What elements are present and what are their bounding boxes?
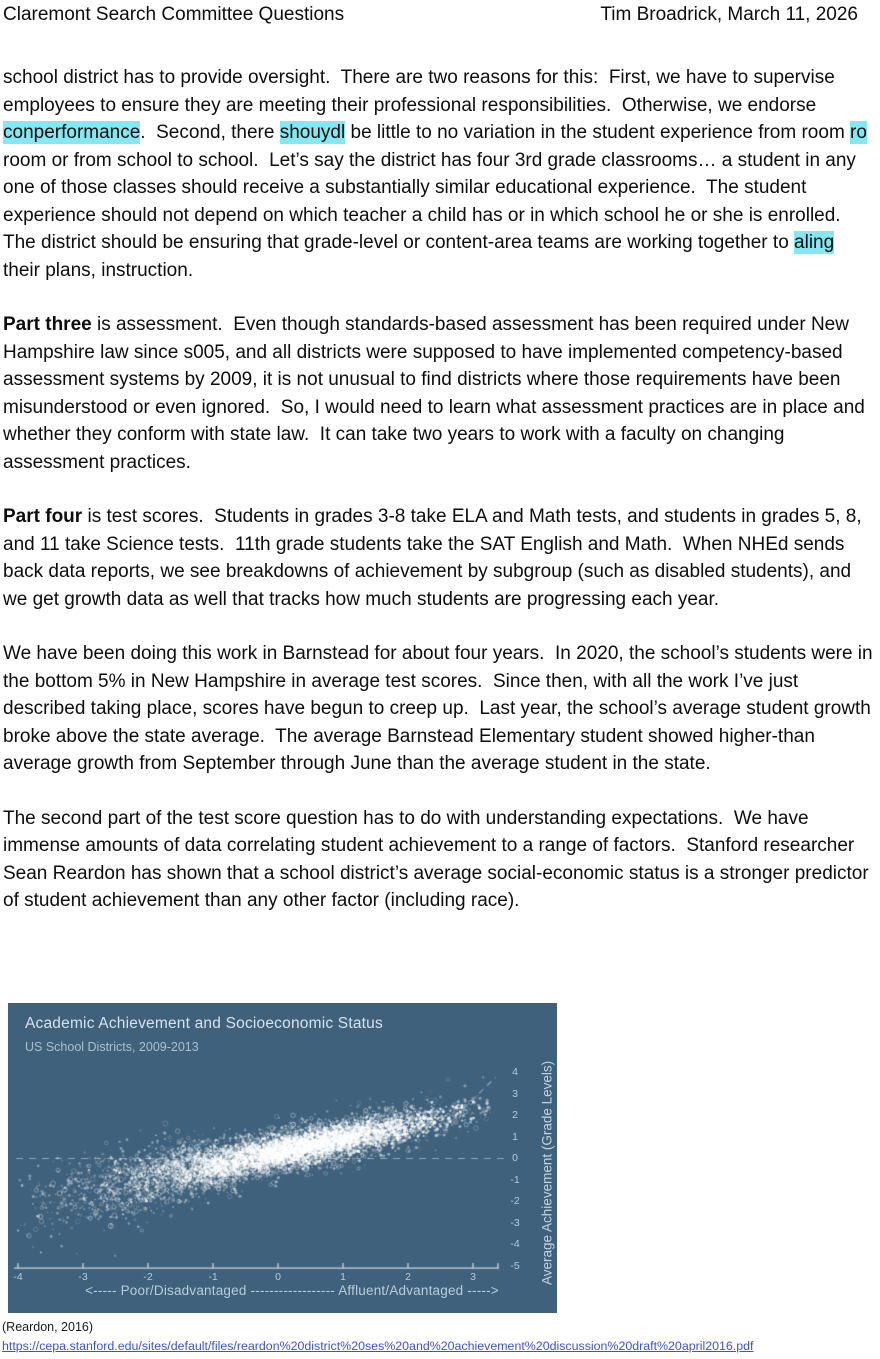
y-tick-label: 4 bbox=[512, 1066, 518, 1078]
source-link[interactable]: https://cepa.stanford.edu/sites/default/files/reardon%20district%20ses%20and%20achievement%20discussion%20draft%20april2016.pdf bbox=[2, 1339, 754, 1353]
x-tick-label: 1 bbox=[340, 1271, 346, 1283]
y-tick-label: -4 bbox=[510, 1238, 520, 1250]
x-tick-label: -2 bbox=[143, 1271, 153, 1283]
highlighted-text: aling bbox=[794, 232, 835, 253]
highlighted-text: conperformance bbox=[3, 122, 141, 143]
y-tick-label: 0 bbox=[512, 1152, 518, 1164]
x-axis-caption: <----- Poor/Disadvantaged ------------------ Affluent/Advantaged -----> bbox=[85, 1283, 499, 1298]
paragraph: We have been doing this work in Barnstead for about four years. In 2020, the school’s students were in the bottom 5% in New Hampshire in average test scores. Since then, with all the work I’ve just described taking place, scores have begun to creep up. Last year, the school’s average student growth broke above the state average. The average Barnstead Elementary student showed higher-than average growth from September through June than the average student in the state. bbox=[3, 643, 878, 774]
y-tick-label: -5 bbox=[510, 1259, 520, 1272]
y-tick-label: -3 bbox=[510, 1216, 520, 1229]
x-tick-label: -1 bbox=[208, 1271, 218, 1283]
y-tick-label: -2 bbox=[510, 1195, 520, 1207]
x-tick-label: 3 bbox=[470, 1271, 476, 1283]
chart-subtitle: US School Districts, 2009-2013 bbox=[25, 1040, 199, 1054]
document-header bbox=[0, 0, 880, 27]
highlighted-text: shouydl bbox=[279, 122, 346, 143]
body-text bbox=[0, 64, 880, 915]
paragraph: Part four is test scores. Students in grades 3-8 take ELA and Math tests, and students in grades 5, 8, and 11 take Science tests. 11th grade students take the SAT English and Math. When NHEd sends back data reports, we see breakdowns of achievement by subgroup (such as disabled students), and we get growth data as well that tracks how much students are progressing each year. bbox=[3, 506, 867, 610]
paragraph: Part three is assessment. Even though standards-based assessment has been required under New Hampshire law since s005, and all districts were supposed to have implemented competency-based assessment systems by 2009, it is not unusual to find districts where those requirements have been misunderstood or even ignored. So, I would need to learn what assessment practices are in place and whether they conform with state law. It can take two years to work with a faculty on changing assessment practices. bbox=[3, 314, 871, 473]
citation: (Reardon, 2016) bbox=[2, 1320, 94, 1334]
x-tick-label: -3 bbox=[78, 1271, 88, 1283]
paragraph: school district has to provide oversight. There are two reasons for this: First, we have to supervise employees to ensure they are meeting their professional responsibilities. Otherwise, we endorse conperformance. Second, there shouydl be little to no variation in the student experience from room ro room or from school to school. Let’s say the district has four 3rd grade classrooms… a student in any one of those classes should receive a substantially similar educational experience. The student experience should not depend on which teacher a child has or in which school he or she is enrolled. The district should be ensuring that grade-level or content-area teams are working together to aling their plans, instruction. bbox=[3, 67, 873, 281]
y-tick-label: 3 bbox=[512, 1087, 518, 1100]
highlighted-text: ro bbox=[850, 122, 867, 143]
y-tick-label: -1 bbox=[510, 1173, 520, 1186]
y-axis-label: Average Achievement (Grade Levels) bbox=[539, 1060, 555, 1286]
x-tick-label: -4 bbox=[13, 1271, 23, 1283]
x-tick-label: 0 bbox=[275, 1271, 281, 1283]
achievement-scatter-chart bbox=[8, 1003, 557, 1313]
x-tick-label: 2 bbox=[405, 1271, 411, 1283]
y-tick-label: 1 bbox=[512, 1130, 518, 1143]
document-author-date: Tim Broadrick, March 11, 2026 bbox=[600, 4, 858, 25]
paragraph: The second part of the test score question has to do with understanding expectations. We have immense amounts of data correlating student achievement to a range of factors. Stanford researcher Sean Reardon has shown that a school district’s average social-economic status is a stronger predictor of student achievement than any other factor (including race). bbox=[3, 807, 874, 911]
y-tick-label: 2 bbox=[512, 1109, 518, 1121]
document-title: Claremont Search Committee Questions bbox=[3, 4, 345, 25]
chart-title: Academic Achievement and Socioeconomic Status bbox=[25, 1015, 383, 1032]
